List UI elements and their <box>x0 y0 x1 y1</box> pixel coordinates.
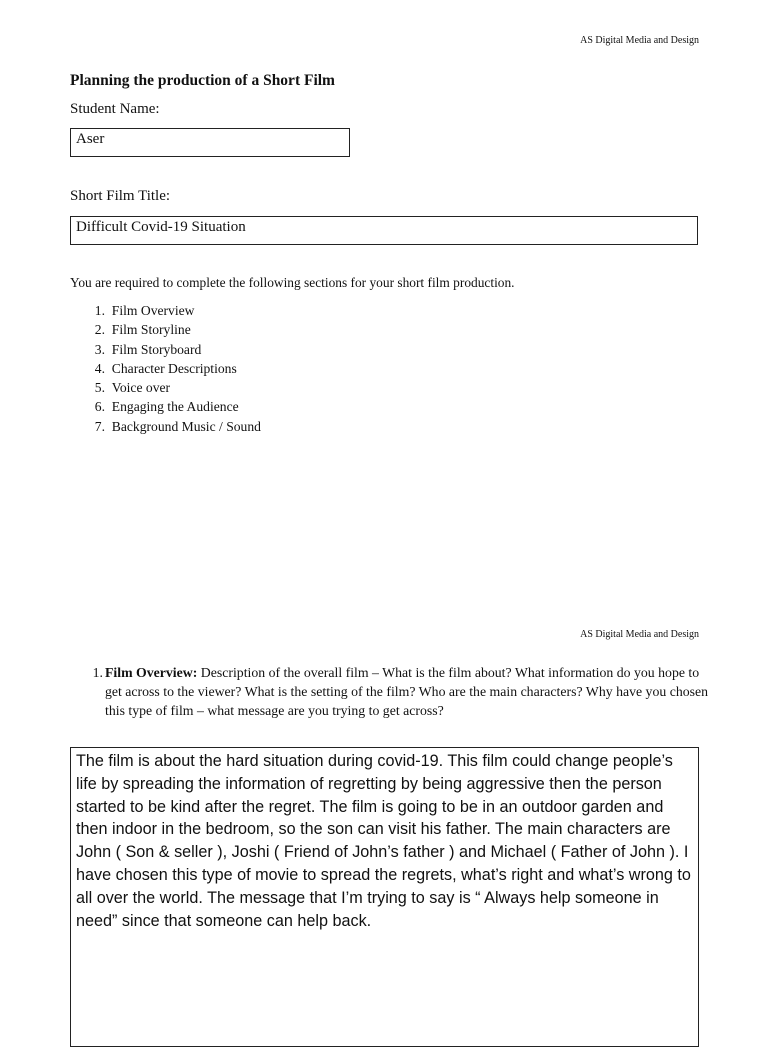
section-list <box>70 301 261 436</box>
list-item <box>70 397 261 416</box>
list-item <box>70 320 261 339</box>
list-label: Background Music / Sound <box>111 418 261 434</box>
list-label: Film Overview <box>111 303 195 318</box>
list-number: 6. <box>94 399 105 415</box>
question-number: 1. <box>92 665 103 680</box>
student-name-field[interactable]: Aser <box>70 128 350 157</box>
list-item <box>70 417 261 436</box>
list-number: 7. <box>94 418 105 434</box>
list-item <box>70 378 261 397</box>
question-prompt: Description of the overall film – What is the film about? What information do you hope to get across to the viewer? What is the setting of the film? Who are the main characters? Why have you chosen this type of film – what message are you trying to get across? <box>105 665 709 718</box>
list-label: Film Storyboard <box>111 341 202 357</box>
instructions-text: You are required to complete the following sections for your short film production. <box>70 275 515 290</box>
page-header: AS Digital Media and Design <box>580 35 699 46</box>
film-overview-answer[interactable]: The film is about the hard situation during covid-19. This film could change people’s life by spreading the information of regretting by being aggressive then the person started to be kind after the regret. The film is going to be in an outdoor garden and then indoor in the bedroom, so the son can visit his father. The main characters are John ( Son & seller ), Joshi ( Friend of John’s father ) and Michael ( Father of John ). I have chosen this type of movie to spread the regrets, what’s right and what’s wrong to all over the world. The message that I’m trying to say is “ Always help someone in need” since that someone can help back. <box>70 747 699 1047</box>
list-label: Film Storyline <box>111 322 191 338</box>
list-number: 2. <box>94 322 105 338</box>
list-number: 3. <box>94 341 105 357</box>
list-number: 1. <box>94 303 105 318</box>
document-title: Planning the production of a Short Film <box>70 72 335 89</box>
page-header: AS Digital Media and Design <box>580 629 699 640</box>
list-label: Engaging the Audience <box>111 399 239 415</box>
list-label: Character Descriptions <box>111 360 237 376</box>
list-label: Voice over <box>111 380 171 396</box>
question-heading: Film Overview: <box>105 665 198 680</box>
film-overview-question <box>70 663 710 720</box>
film-title-field[interactable]: Difficult Covid-19 Situation <box>70 216 698 245</box>
list-item <box>70 340 261 359</box>
film-title-label: Short Film Title: <box>70 188 171 204</box>
student-name-label: Student Name: <box>70 101 160 117</box>
list-number: 4. <box>94 360 105 376</box>
list-item <box>70 301 261 320</box>
list-number: 5. <box>94 380 105 396</box>
list-item <box>70 359 261 378</box>
